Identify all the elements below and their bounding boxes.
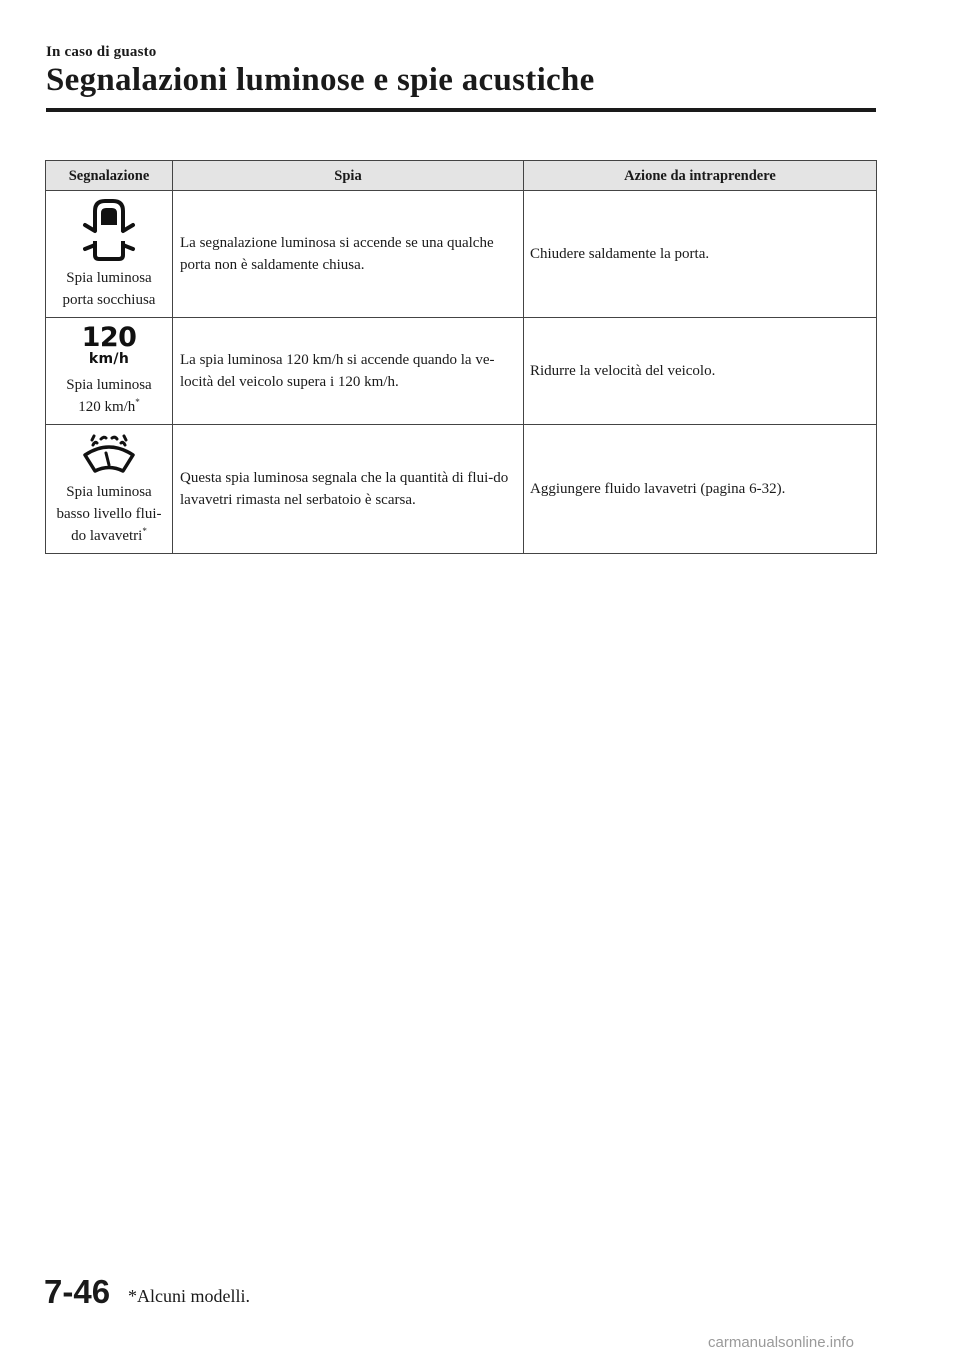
signal-name-line [50, 396, 168, 418]
signal-name-line: Spia luminosa [66, 377, 152, 393]
signal-name-line [50, 525, 168, 547]
table-row [46, 191, 877, 318]
description-cell: Questa spia luminosa segnala che la quantità di flui-do lavavetri rimasta nel serbatoio è scarsa. [173, 425, 524, 554]
door-ajar-icon [81, 197, 137, 261]
column-header-segnalazione: Segnalazione [46, 161, 173, 191]
table-row [46, 425, 877, 554]
description-cell: La spia luminosa 120 km/h si accende quando la ve-locità del veicolo supera i 120 km/h. [173, 318, 524, 425]
warning-lights-table [45, 160, 877, 554]
speed-icon-number: 120 [81, 322, 137, 353]
watermark: carmanualsonline.info [708, 1334, 854, 1351]
signal-cell [46, 425, 173, 554]
column-header-spia: Spia [173, 161, 524, 191]
washer-fluid-icon [80, 431, 138, 475]
table-header-row [46, 161, 877, 191]
signal-name-line: basso livello flui- [56, 506, 162, 522]
footnote: *Alcuni modelli. [128, 1286, 250, 1306]
footnote-mark: * [135, 397, 140, 407]
page-number: 7-46 [44, 1273, 111, 1310]
section-label: In caso di guasto [46, 44, 157, 60]
signal-name-line: Spia luminosa [66, 484, 152, 500]
description-cell: La segnalazione luminosa si accende se una qualche porta non è saldamente chiusa. [173, 191, 524, 318]
speed-120-icon [82, 324, 137, 366]
signal-cell [46, 191, 173, 318]
signal-name-line: Spia luminosa [66, 270, 152, 286]
column-header-azione: Azione da intraprendere [524, 161, 877, 191]
signal-name-line: porta socchiusa [62, 292, 156, 308]
signal-cell [46, 318, 173, 425]
page-title: Segnalazioni luminose e spie acustiche [46, 62, 595, 98]
signal-name-text: do lavavetri [71, 528, 143, 544]
signal-name-text: 120 km/h [78, 399, 136, 415]
action-cell: Ridurre la velocità del veicolo. [524, 318, 877, 425]
table-row [46, 318, 877, 425]
footnote-mark: * [142, 526, 147, 536]
speed-icon-unit: km/h [88, 351, 130, 367]
action-cell: Chiudere saldamente la porta. [524, 191, 877, 318]
title-rule [46, 108, 876, 112]
action-cell: Aggiungere fluido lavavetri (pagina 6-32). [524, 425, 877, 554]
